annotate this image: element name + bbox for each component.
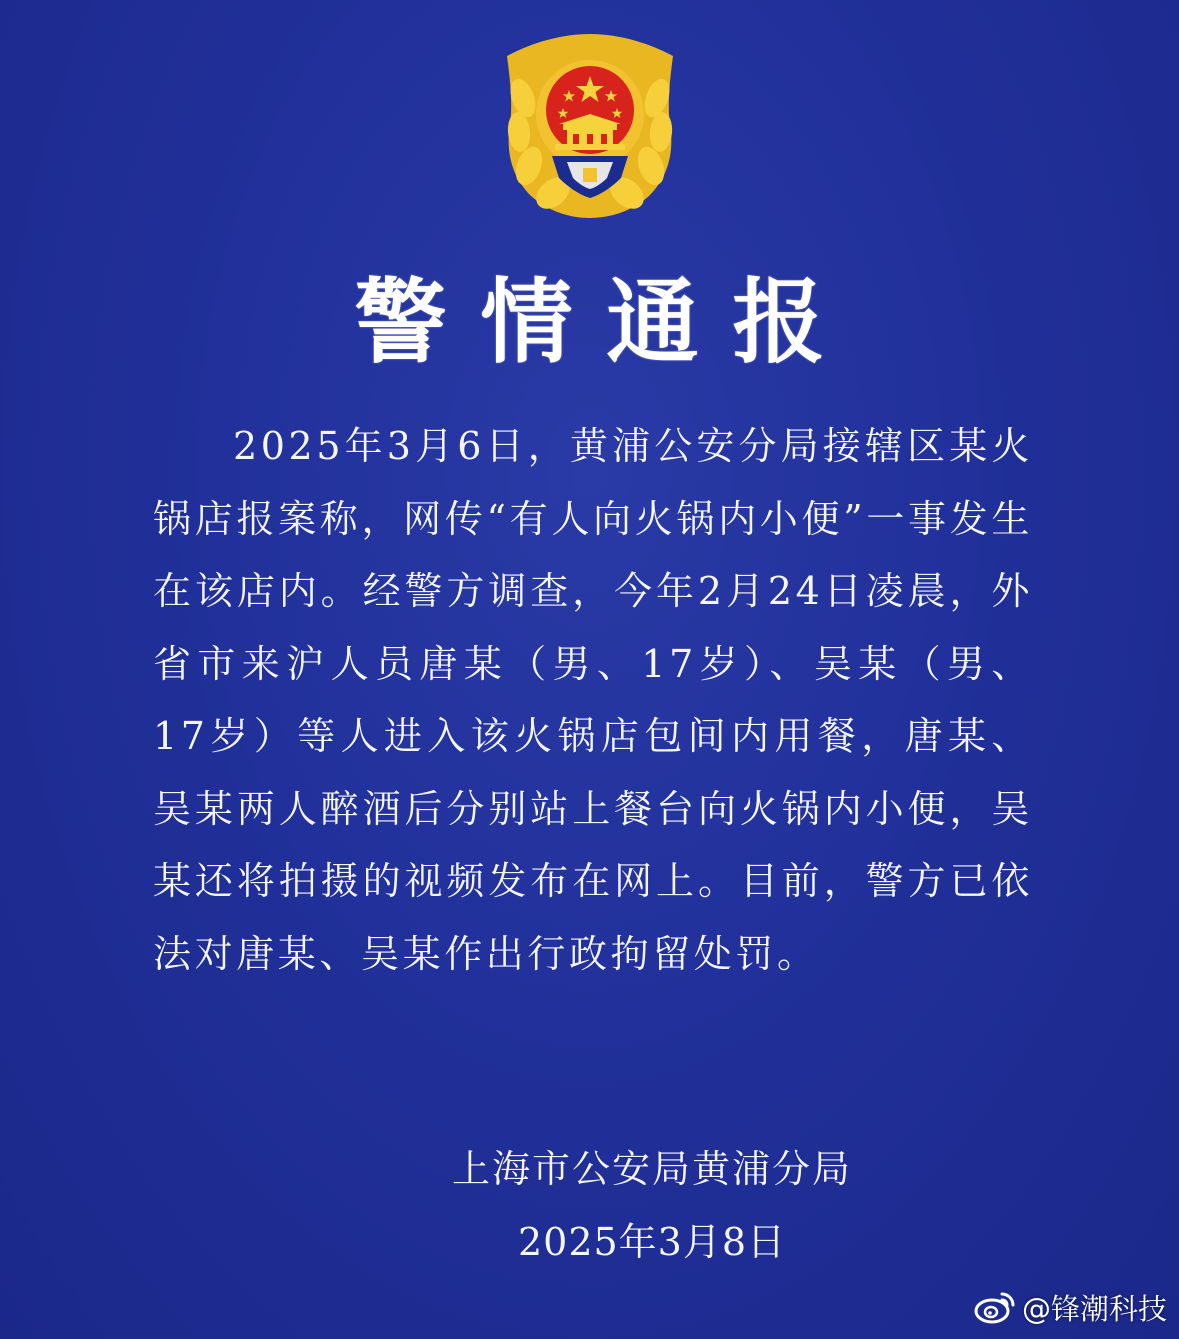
notice-title: 警情通报	[354, 269, 859, 376]
weibo-icon	[974, 1290, 1016, 1324]
issue-date: 2025年3月8日	[517, 1220, 787, 1264]
watermark-text: @锋潮科技	[1021, 1291, 1167, 1326]
issuer-signature: 上海市公安局黄浦分局	[451, 1147, 852, 1191]
police-emblem-icon	[497, 28, 683, 220]
notice-body: 2025年3月6日，黄浦公安分局接辖区某火锅店报案称，网传“有人向火锅内小便”一事发生在该店内。经警方调查，今年2月24日凌晨，外省市来沪人员唐某（男、17岁）、吴某（男、17岁）等人进入该火锅店包间内用餐，唐某、吴某两人醉酒后分别站上餐台向火锅内小便，吴某还将拍摄的视频发布在网上。目前，警方已依法对唐某、吴某作出行政拘留处罚。	[153, 424, 1033, 976]
watermark	[974, 1287, 1167, 1327]
